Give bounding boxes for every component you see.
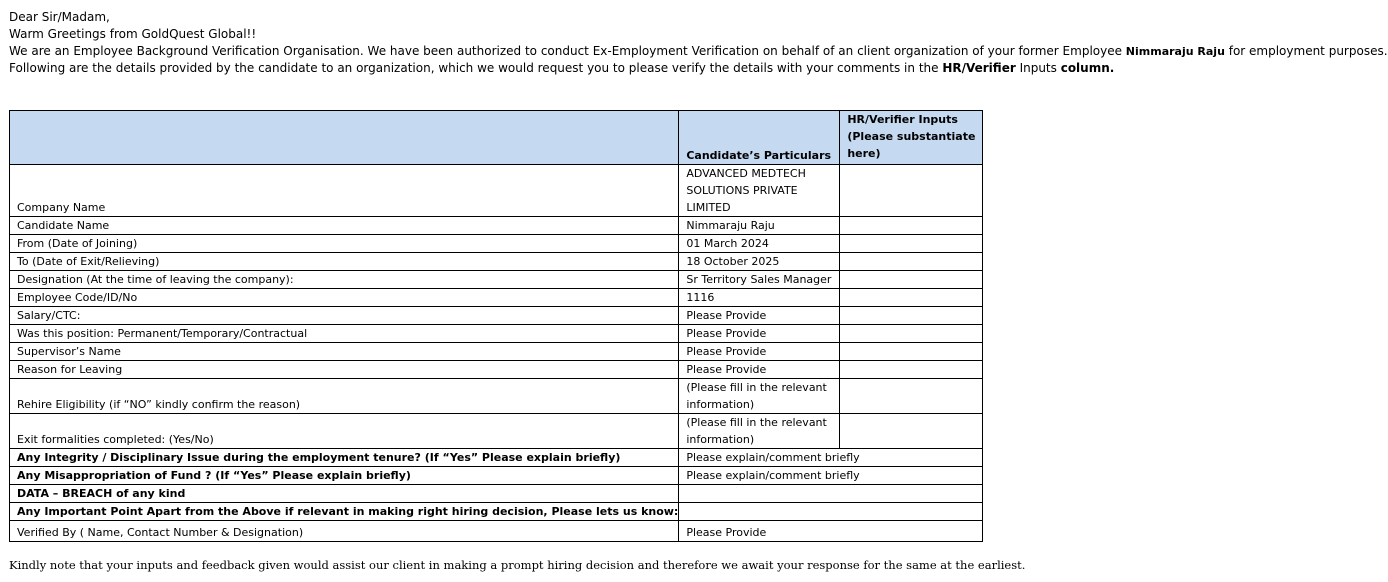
table-row — [10, 235, 983, 253]
row-value: 18 October 2025 — [679, 253, 840, 271]
header-hr-inputs: HR/Verifier Inputs (Please substantiate here) — [840, 111, 983, 165]
hr-input-cell[interactable] — [840, 253, 983, 271]
row-value: Please Provide — [679, 343, 840, 361]
header-label-cell — [10, 111, 679, 165]
table-row — [10, 165, 983, 217]
row-value: (Please fill in the relevant information) — [679, 379, 840, 414]
row-value[interactable]: Please explain/comment briefly — [679, 449, 983, 467]
closing-note: Kindly note that your inputs and feedback given would assist our client in making a prompt hiring decision and therefore we await your response for the same at the earliest. — [9, 558, 1026, 572]
row-value: (Please fill in the relevant information) — [679, 414, 840, 449]
request-paragraph: Following are the details provided by the candidate to an organization, which we would request you to please verify the details with your comments in the HR/Verifier Inputs column. — [9, 61, 1115, 75]
table-header-row — [10, 111, 983, 165]
table-row — [10, 253, 983, 271]
row-label: To (Date of Exit/Relieving) — [10, 253, 679, 271]
table-row — [10, 379, 983, 414]
row-value[interactable]: Please Provide — [679, 521, 983, 542]
row-value: Please Provide — [679, 325, 840, 343]
hr-input-cell[interactable] — [840, 235, 983, 253]
row-value: Nimmaraju Raju — [679, 217, 840, 235]
hr-input-cell[interactable] — [840, 361, 983, 379]
row-value[interactable] — [679, 503, 983, 521]
row-label: Employee Code/ID/No — [10, 289, 679, 307]
greeting: Dear Sir/Madam, — [9, 10, 110, 24]
table-row — [10, 414, 983, 449]
hr-input-cell[interactable] — [840, 343, 983, 361]
hr-input-cell[interactable] — [840, 289, 983, 307]
verification-table — [9, 110, 983, 542]
table-row — [10, 485, 983, 503]
row-label: Was this position: Permanent/Temporary/Contractual — [10, 325, 679, 343]
row-label: Supervisor’s Name — [10, 343, 679, 361]
row-label: Reason for Leaving — [10, 361, 679, 379]
hr-input-cell[interactable] — [840, 414, 983, 449]
table-row — [10, 217, 983, 235]
intro-paragraph: We are an Employee Background Verification Organisation. We have been authorized to conduct Ex-Employment Verification on behalf of an client organization of your former Employee Nimmaraju Raju for employment purposes. — [9, 44, 1388, 58]
table-row — [10, 503, 983, 521]
hr-input-cell[interactable] — [840, 217, 983, 235]
row-label: Salary/CTC: — [10, 307, 679, 325]
employee-name: Nimmaraju Raju — [1125, 45, 1225, 58]
table-row — [10, 467, 983, 485]
row-value[interactable] — [679, 485, 983, 503]
row-label: Any Misappropriation of Fund ? (If “Yes” Please explain briefly) — [10, 467, 679, 485]
table-row — [10, 343, 983, 361]
row-label: Any Integrity / Disciplinary Issue during the employment tenure? (If “Yes” Please explain briefly) — [10, 449, 679, 467]
row-label: DATA – BREACH of any kind — [10, 485, 679, 503]
warm-greeting: Warm Greetings from GoldQuest Global!! — [9, 27, 257, 41]
hr-input-cell[interactable] — [840, 165, 983, 217]
table-row — [10, 361, 983, 379]
table-row — [10, 325, 983, 343]
row-label: Any Important Point Apart from the Above if relevant in making right hiring decision, Please lets us know: — [10, 503, 679, 521]
hr-input-cell[interactable] — [840, 325, 983, 343]
row-label: Exit formalities completed: (Yes/No) — [10, 414, 679, 449]
hr-input-cell[interactable] — [840, 379, 983, 414]
row-value[interactable]: Please explain/comment briefly — [679, 467, 983, 485]
hr-input-cell[interactable] — [840, 307, 983, 325]
table-row — [10, 521, 983, 542]
table-row — [10, 449, 983, 467]
row-value: Please Provide — [679, 307, 840, 325]
row-value: Please Provide — [679, 361, 840, 379]
row-label: Candidate Name — [10, 217, 679, 235]
row-label: From (Date of Joining) — [10, 235, 679, 253]
letter-intro — [9, 9, 1388, 77]
header-particulars: Candidate’s Particulars — [679, 111, 840, 165]
row-value: 01 March 2024 — [679, 235, 840, 253]
row-value: ADVANCED MEDTECH SOLUTIONS PRIVATE LIMITED — [679, 165, 840, 217]
row-value: Sr Territory Sales Manager — [679, 271, 840, 289]
row-label: Verified By ( Name, Contact Number & Designation) — [10, 521, 679, 542]
row-value: 1116 — [679, 289, 840, 307]
table-row — [10, 271, 983, 289]
row-label: Rehire Eligibility (if “NO” kindly confirm the reason) — [10, 379, 679, 414]
row-label: Company Name — [10, 165, 679, 217]
table-row — [10, 289, 983, 307]
row-label: Designation (At the time of leaving the company): — [10, 271, 679, 289]
table-row — [10, 307, 983, 325]
hr-input-cell[interactable] — [840, 271, 983, 289]
